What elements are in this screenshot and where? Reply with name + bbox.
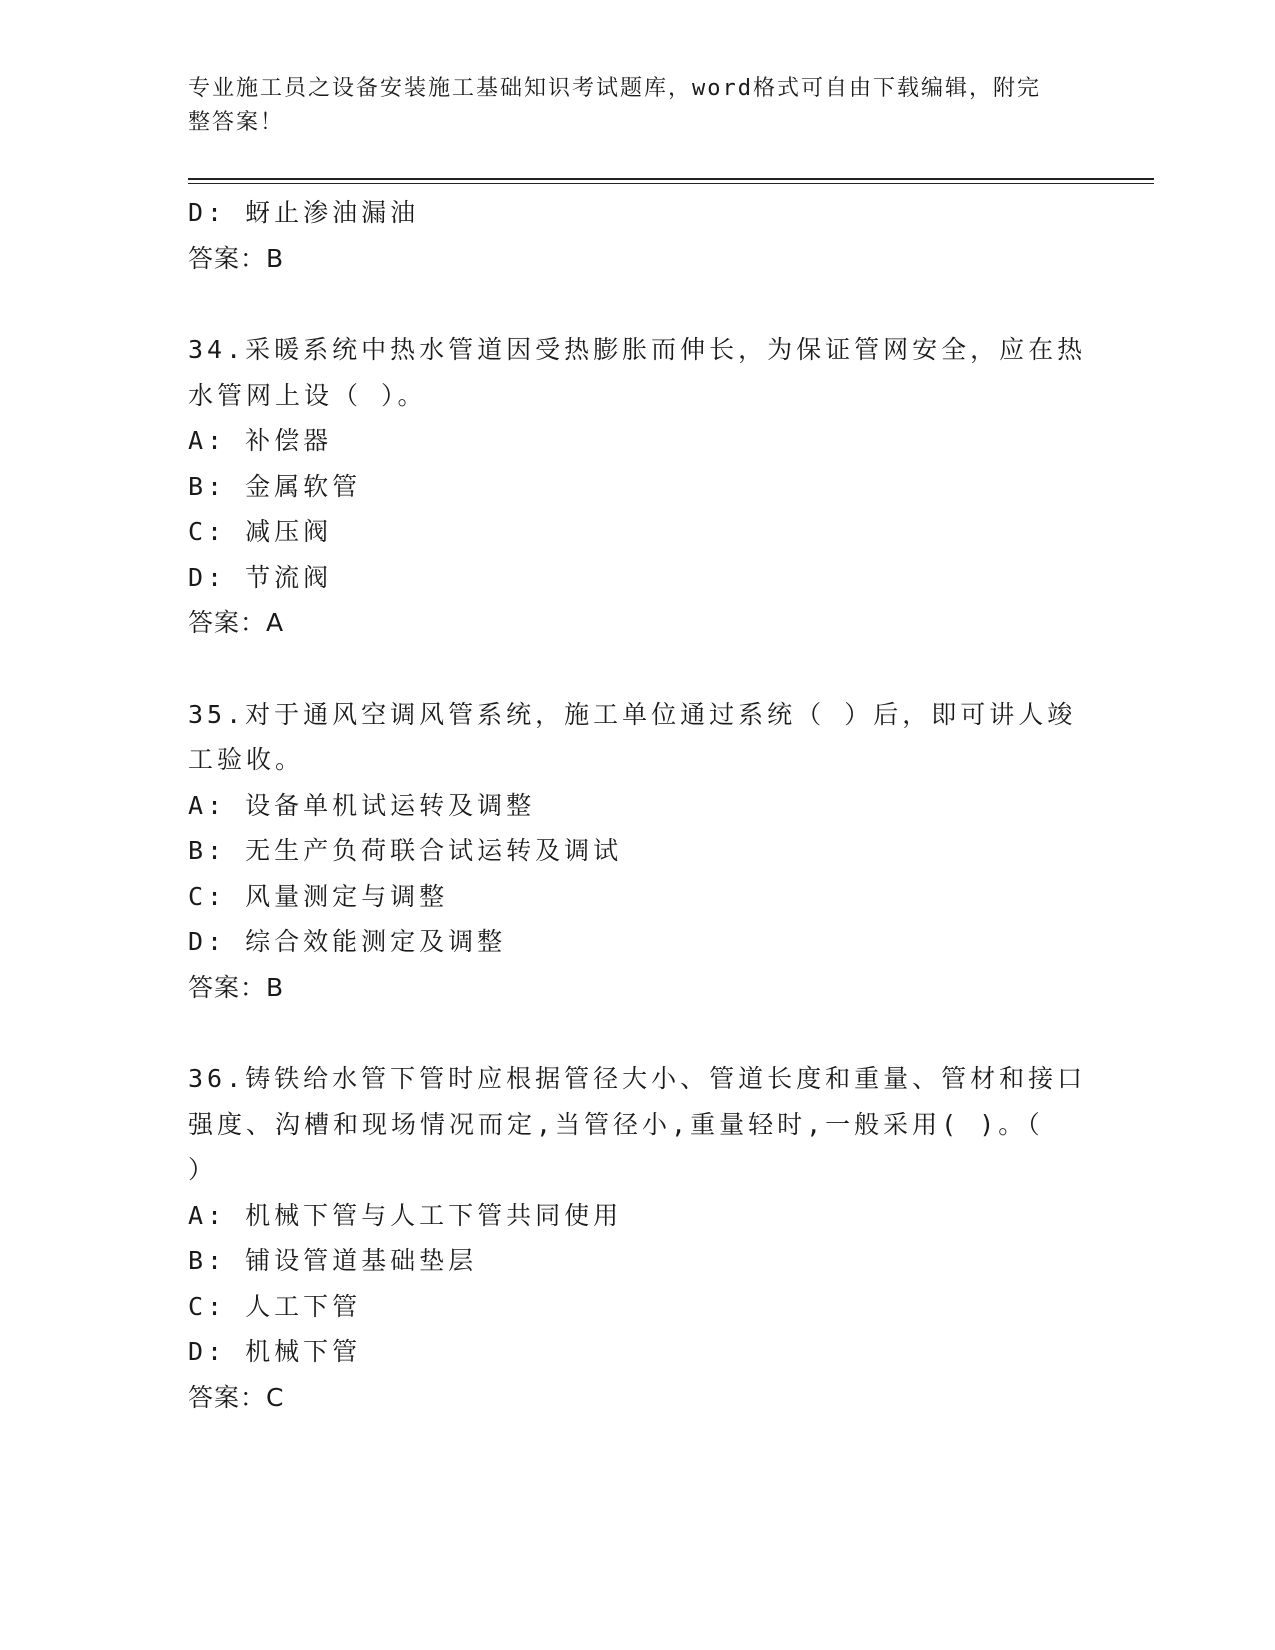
question-text-line: 水管网上设（ ）。 [188,380,427,410]
option-b: B: 无生产负荷联合试运转及调试 [188,836,623,865]
document-header [188,72,1088,140]
answer: 答案：B [188,972,285,1002]
question-text-line: 工验收。 [188,745,305,774]
option-d: D: 节流阀 [188,562,333,592]
option-c: C: 人工下管 [188,1291,362,1321]
question-text-line: 强度、沟槽和现场情况而定,当管径小,重量轻时,一般采用( )。（ [188,1109,1044,1139]
question-text-line: 34.采暖系统中热水管道因受热膨胀而伸长，为保证管网安全，应在热 [188,335,1087,364]
header-divider-thin [188,183,1154,184]
option-d: D: 机械下管 [188,1337,362,1366]
answer: 答案：C [188,1382,285,1412]
question-text-line: ） [188,1155,218,1184]
question-text-line: 36.铸铁给水管下管时应根据管径大小、管道长度和重量、管材和接口 [188,1064,1087,1093]
prev-option-d: D: 蚜止渗油漏油 [188,198,420,227]
header-divider-thick [188,178,1154,180]
option-b: B: 金属软管 [188,471,362,501]
option-d: D: 综合效能测定及调整 [188,927,507,956]
header-line-1: 专业施工员之设备安装施工基础知识考试题库，word格式可自由下载编辑，附完 [188,76,1041,101]
prev-answer: 答案：B [188,243,285,273]
question-list [188,190,1088,1420]
question-text-line: 35.对于通风空调风管系统，施工单位通过系统（ ）后，即可讲人竣 [188,699,1077,729]
option-a: A: 机械下管与人工下管共同使用 [188,1200,623,1230]
question-35 [188,692,1088,1011]
option-a: A: 补偿器 [188,426,333,455]
option-a: A: 设备单机试运转及调整 [188,790,536,820]
question-36 [188,1056,1088,1420]
header-line-2: 整答案！ [188,110,285,135]
question-34 [188,327,1088,646]
answer: 答案：A [188,608,285,637]
option-b: B: 铺设管道基础垫层 [188,1246,478,1275]
option-c: C: 风量测定与调整 [188,881,449,911]
option-c: C: 减压阀 [188,517,333,546]
